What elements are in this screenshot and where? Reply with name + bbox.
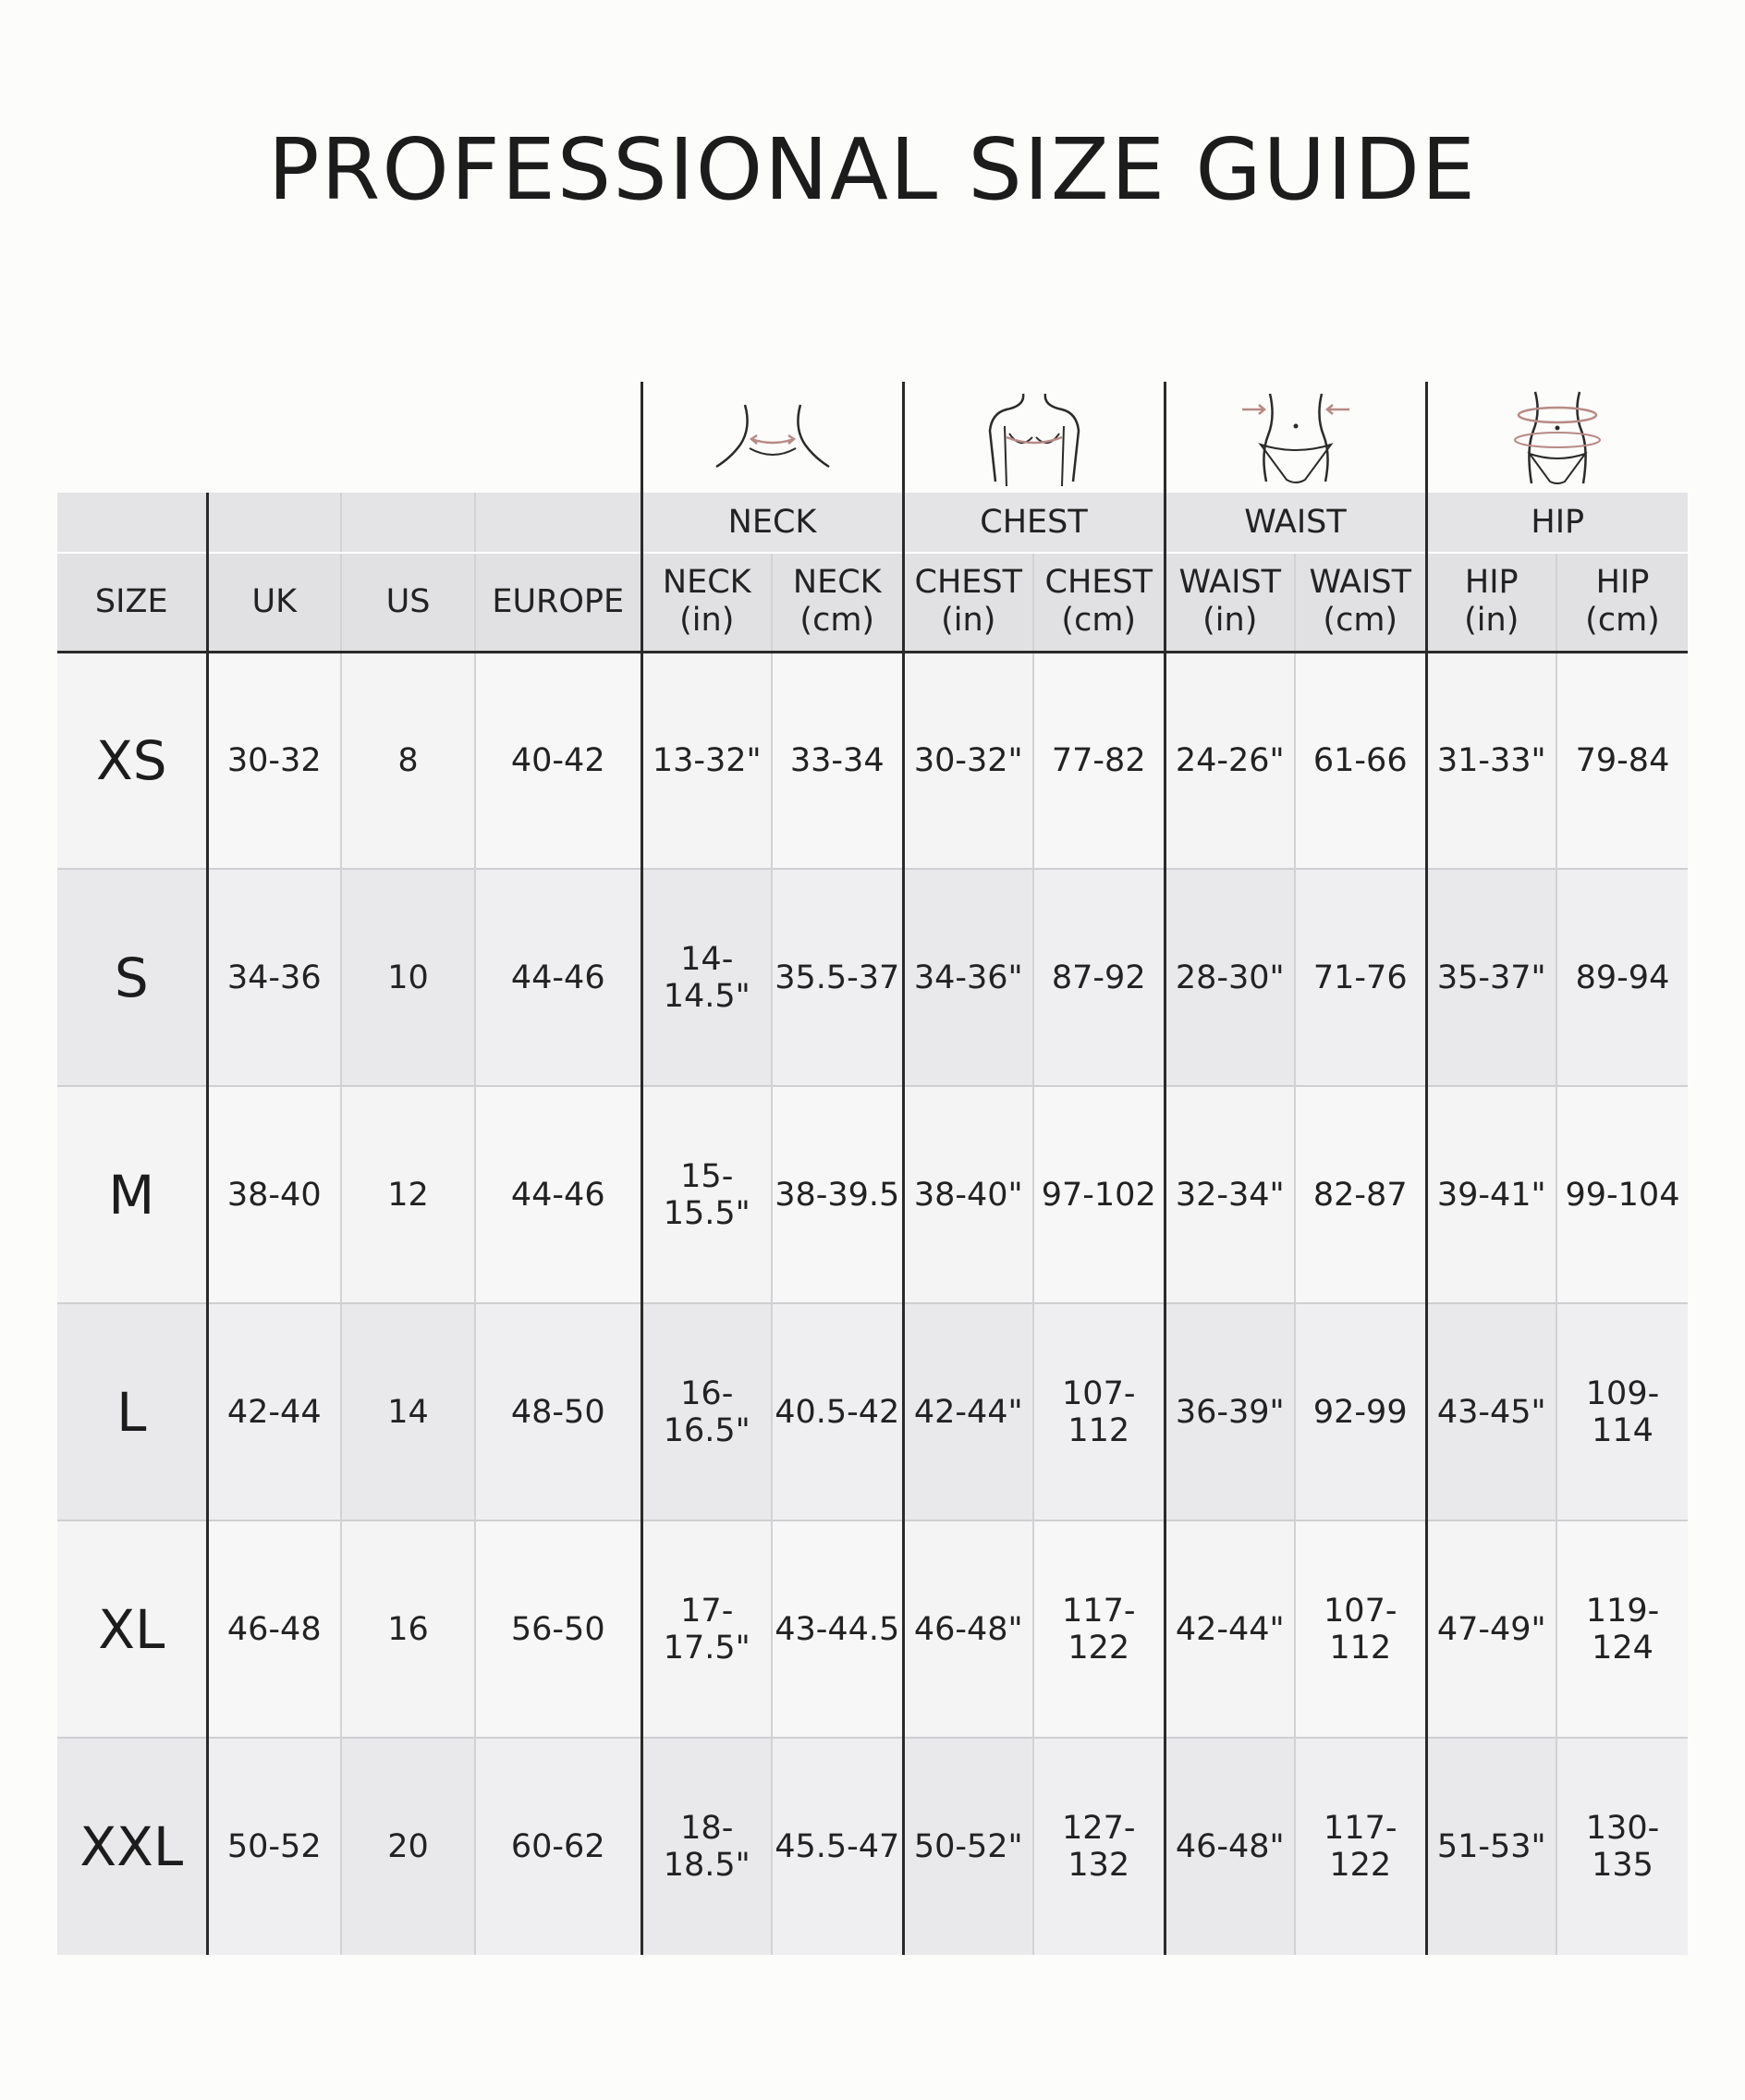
col-header-waist-in: WAIST (in) [1165, 553, 1295, 652]
cell-waist-in: 46-48" [1165, 1738, 1295, 1955]
cell-neck-in: 15-15.5" [641, 1086, 772, 1303]
cell-neck-cm: 38-39.5 [772, 1086, 903, 1303]
cell-europe: 60-62 [475, 1738, 641, 1955]
cell-hip-cm: 89-94 [1556, 869, 1688, 1086]
group-header-chest: CHEST [903, 493, 1165, 553]
col-header-europe: EUROPE [475, 553, 641, 652]
cell-hip-in: 31-33" [1426, 652, 1556, 869]
cell-europe: 44-46 [475, 1086, 641, 1303]
cell-uk: 38-40 [207, 1086, 341, 1303]
cell-chest-cm: 77-82 [1033, 652, 1165, 869]
hip-icon-cell [1426, 382, 1688, 493]
cell-neck-in: 13-32" [641, 652, 772, 869]
column-header-row [57, 553, 1688, 652]
cell-us: 16 [341, 1520, 475, 1738]
group-header-waist: WAIST [1165, 493, 1426, 553]
cell-us: 14 [341, 1303, 475, 1520]
table-body [57, 652, 1688, 1955]
cell-chest-in: 50-52" [903, 1738, 1033, 1955]
cell-chest-cm: 117-122 [1033, 1520, 1165, 1738]
chest-measure-icon [979, 389, 1090, 486]
cell-neck-in: 17-17.5" [641, 1520, 772, 1738]
cell-hip-cm: 130-135 [1556, 1738, 1688, 1955]
cell-uk: 50-52 [207, 1738, 341, 1955]
icon-row [57, 382, 1688, 493]
cell-neck-cm: 45.5-47 [772, 1738, 903, 1955]
col-header-chest-cm: CHEST (cm) [1033, 553, 1165, 652]
cell-neck-in: 18-18.5" [641, 1738, 772, 1955]
cell-hip-cm: 109-114 [1556, 1303, 1688, 1520]
cell-neck-in: 14-14.5" [641, 869, 772, 1086]
cell-hip-in: 39-41" [1426, 1086, 1556, 1303]
cell-us: 10 [341, 869, 475, 1086]
cell-waist-cm: 71-76 [1295, 869, 1426, 1086]
cell-neck-cm: 43-44.5 [772, 1520, 903, 1738]
group-header-row [57, 493, 1688, 553]
col-header-uk: UK [207, 553, 341, 652]
cell-chest-cm: 127-132 [1033, 1738, 1165, 1955]
col-header-hip-cm: HIP (cm) [1556, 553, 1688, 652]
cell-waist-in: 24-26" [1165, 652, 1295, 869]
cell-chest-in: 30-32" [903, 652, 1033, 869]
col-header-waist-cm: WAIST (cm) [1295, 553, 1426, 652]
cell-size: XXL [57, 1738, 207, 1955]
cell-waist-cm: 92-99 [1295, 1303, 1426, 1520]
neck-icon-cell [641, 382, 903, 493]
cell-chest-in: 38-40" [903, 1086, 1033, 1303]
chest-icon-cell [903, 382, 1165, 493]
cell-uk: 42-44 [207, 1303, 341, 1520]
cell-size: S [57, 869, 207, 1086]
cell-hip-in: 43-45" [1426, 1303, 1556, 1520]
cell-us: 12 [341, 1086, 475, 1303]
cell-europe: 56-50 [475, 1520, 641, 1738]
waist-measure-icon [1240, 389, 1351, 486]
table-row [57, 652, 1688, 869]
cell-size: XL [57, 1520, 207, 1738]
cell-hip-in: 35-37" [1426, 869, 1556, 1086]
cell-europe: 44-46 [475, 869, 641, 1086]
cell-chest-in: 42-44" [903, 1303, 1033, 1520]
cell-size: M [57, 1086, 207, 1303]
table-row [57, 869, 1688, 1086]
col-header-size: SIZE [57, 553, 207, 652]
col-header-neck-cm: NECK (cm) [772, 553, 903, 652]
cell-neck-in: 16-16.5" [641, 1303, 772, 1520]
cell-waist-in: 28-30" [1165, 869, 1295, 1086]
col-header-us: US [341, 553, 475, 652]
cell-size: L [57, 1303, 207, 1520]
neck-measure-icon [713, 391, 833, 483]
cell-chest-cm: 87-92 [1033, 869, 1165, 1086]
cell-waist-cm: 107-112 [1295, 1520, 1426, 1738]
cell-hip-cm: 79-84 [1556, 652, 1688, 869]
cell-neck-cm: 33-34 [772, 652, 903, 869]
cell-uk: 34-36 [207, 869, 341, 1086]
page-title: PROFESSIONAL SIZE GUIDE [267, 120, 1478, 219]
cell-chest-cm: 107-112 [1033, 1303, 1165, 1520]
cell-europe: 48-50 [475, 1303, 641, 1520]
cell-waist-in: 32-34" [1165, 1086, 1295, 1303]
cell-hip-cm: 99-104 [1556, 1086, 1688, 1303]
cell-waist-cm: 82-87 [1295, 1086, 1426, 1303]
col-header-hip-in: HIP (in) [1426, 553, 1556, 652]
cell-hip-in: 51-53" [1426, 1738, 1556, 1955]
cell-neck-cm: 40.5-42 [772, 1303, 903, 1520]
waist-icon-cell [1165, 382, 1426, 493]
cell-hip-in: 47-49" [1426, 1520, 1556, 1738]
cell-neck-cm: 35.5-37 [772, 869, 903, 1086]
cell-size: XS [57, 652, 207, 869]
cell-us: 8 [341, 652, 475, 869]
size-table [57, 382, 1688, 1955]
cell-uk: 46-48 [207, 1520, 341, 1738]
group-header-hip: HIP [1426, 493, 1688, 553]
col-header-chest-in: CHEST (in) [903, 553, 1033, 652]
cell-chest-cm: 97-102 [1033, 1086, 1165, 1303]
cell-chest-in: 34-36" [903, 869, 1033, 1086]
hip-measure-icon [1502, 389, 1613, 486]
cell-hip-cm: 119-124 [1556, 1520, 1688, 1738]
table-row [57, 1086, 1688, 1303]
cell-waist-cm: 61-66 [1295, 652, 1426, 869]
cell-uk: 30-32 [207, 652, 341, 869]
group-header-neck: NECK [641, 493, 903, 553]
cell-waist-in: 42-44" [1165, 1520, 1295, 1738]
cell-waist-cm: 117-122 [1295, 1738, 1426, 1955]
cell-europe: 40-42 [475, 652, 641, 869]
cell-us: 20 [341, 1738, 475, 1955]
table-row [57, 1520, 1688, 1738]
cell-chest-in: 46-48" [903, 1520, 1033, 1738]
table-row [57, 1738, 1688, 1955]
table-row [57, 1303, 1688, 1520]
cell-waist-in: 36-39" [1165, 1303, 1295, 1520]
col-header-neck-in: NECK (in) [641, 553, 772, 652]
